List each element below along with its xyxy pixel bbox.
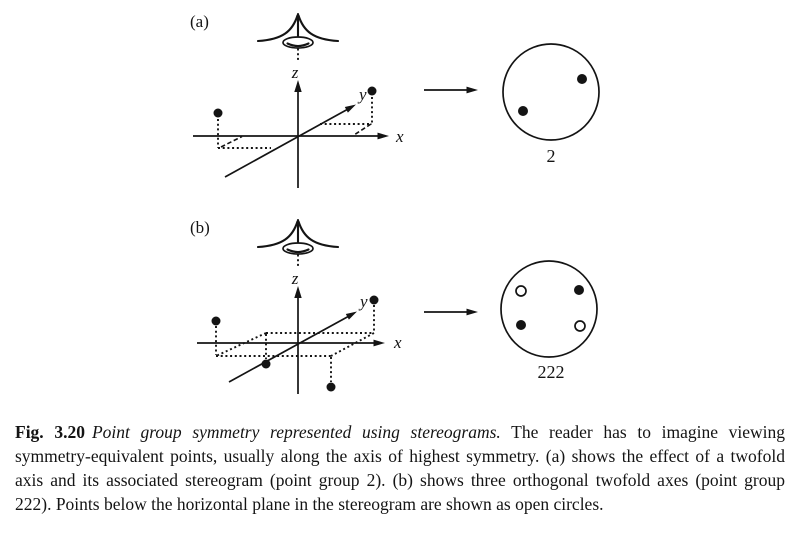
stereogram-a: [503, 44, 599, 166]
stereo-point-open: [575, 321, 585, 331]
stereo-point-filled: [577, 74, 587, 84]
y-arrowhead: [346, 312, 357, 320]
stereogram-circle: [503, 44, 599, 140]
stereo-point-filled: [574, 285, 584, 295]
y-axis-label: y: [359, 85, 367, 104]
viewing-eye-icon: [258, 14, 338, 48]
panel-a-label: (a): [190, 12, 209, 31]
stereo-point-filled: [518, 106, 528, 116]
panel-b-label: (b): [190, 218, 210, 237]
y-arrowhead: [345, 105, 356, 113]
x-axis-label: x: [396, 127, 404, 146]
axes-a: [193, 63, 404, 188]
z-axis-label: z: [291, 269, 299, 288]
caption-body: The reader has to imagine viewing symmetry-equivalent points, usually along the axis of highest symmetry. (a) shows the effect of a twofold axis and its associated stereogram (point group 2). (b) shows three orthogonal twofold axes (point group 222). Points below the horizontal plane in the stereogram are shown as open circles.: [15, 422, 785, 515]
stereogram-circle: [501, 261, 597, 357]
point-group-symbol: 222: [537, 362, 565, 382]
mapping-arrow: [424, 87, 478, 94]
point-above-plane: [368, 87, 377, 96]
projection-guides-a: [218, 97, 372, 148]
point-above-plane: [212, 317, 221, 326]
panel-b: [190, 218, 597, 394]
stereo-point-open: [516, 286, 526, 296]
caption-title: Point group symmetry represented using stereograms.: [91, 422, 501, 442]
y-axis: [225, 109, 349, 178]
stereogram-b: [501, 261, 597, 382]
point-below-plane: [327, 383, 336, 392]
figure-caption: [15, 420, 785, 516]
stereo-point-filled: [516, 320, 526, 330]
axes-b: [197, 269, 402, 394]
point-below-plane: [262, 360, 271, 369]
x-axis-label: x: [394, 333, 402, 352]
x-arrowhead: [374, 340, 386, 347]
viewing-eye-icon: [258, 220, 338, 254]
caption-fig-number: Fig. 3.20: [15, 422, 85, 442]
point-above-plane: [214, 109, 223, 118]
mapping-arrow: [424, 309, 478, 316]
point-group-symbol: 2: [546, 146, 556, 166]
panel-a: [190, 12, 599, 188]
point-above-plane: [370, 296, 379, 305]
z-axis-label: z: [291, 63, 299, 82]
x-arrowhead: [378, 133, 390, 140]
y-axis-label: y: [360, 292, 368, 311]
